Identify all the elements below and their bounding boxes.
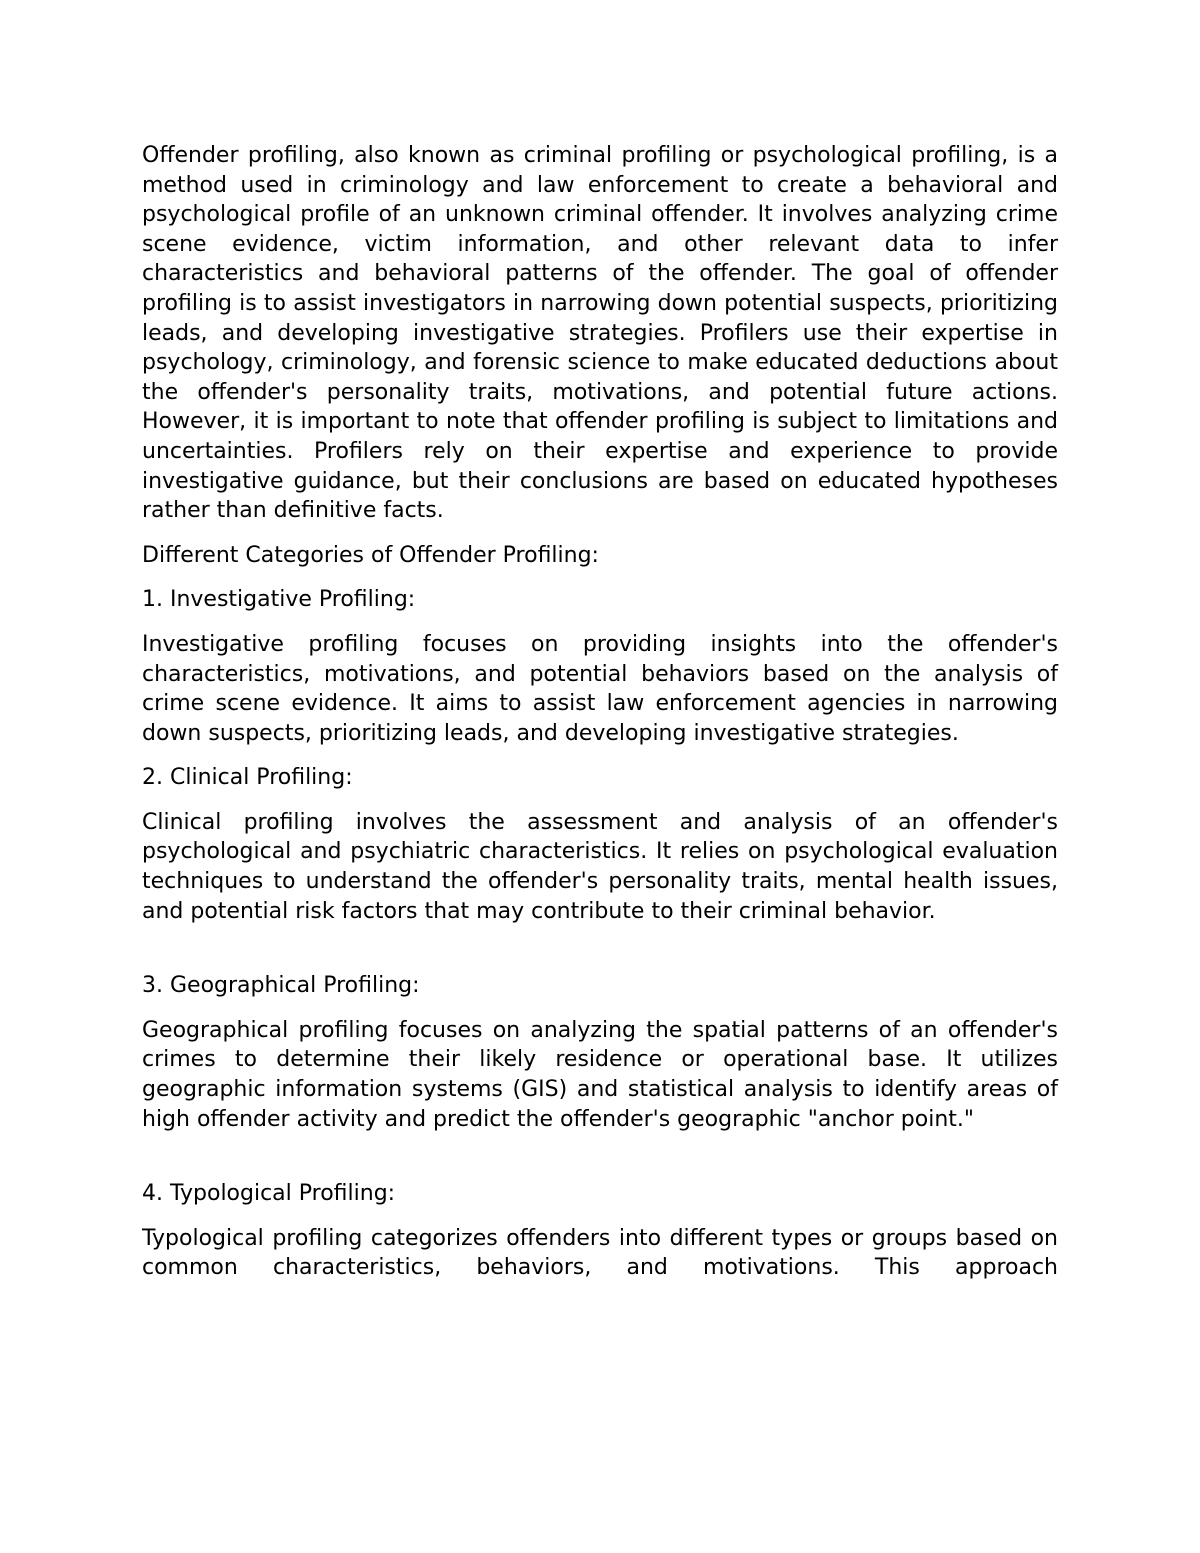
section-heading-clinical: 2. Clinical Profiling: [142, 765, 353, 791]
categories-heading: Different Categories of Offender Profiling: [142, 542, 599, 568]
section-heading-investigative: 1. Investigative Profiling: [142, 587, 416, 613]
intro-paragraph: Offender profiling, also known as criminal profiling or psychological profiling, is a method used in criminology and law enforcement to create a behavioral and psychological profile of an unknown criminal offender. It involves analyzing crime scene evidence, victim information, and other relevant data to infer characteristics and behavioral patterns of the offender. The goal of offender profiling is to assist investigators in narrowing down potential suspects, prioritizing leads, and developing investigative strategies. Profilers use their expertise in psychology, criminology, and forensic science to make educated deductions about the offender's personality traits, motivations, and potential future actions. However, it is important to note that offender profiling is subject to limitations and uncertainties. Profilers rely on their expertise and experience to provide investigative guidance, but their conclusions are based on educated hypotheses rather than definitive facts. [142, 143, 1058, 524]
section-heading-geographical: 3. Geographical Profiling: [142, 973, 420, 999]
document-page [142, 141, 1058, 1283]
section-body-geographical: Geographical profiling focuses on analyzing the spatial patterns of an offender's crimes to determine their likely residence or operational base. It utilizes geographic information systems (GIS) and statistical analysis to identify areas of high offender activity and predict the offender's geographic "anchor point." [142, 1017, 1058, 1132]
section-body-typological: Typological profiling categorizes offenders into different types or groups based on common characteristics, behaviors, and motivations. This approach [142, 1225, 1058, 1281]
section-body-clinical: Clinical profiling involves the assessment and analysis of an offender's psychological and psychiatric characteristics. It relies on psychological evaluation techniques to understand the offender's personality traits, mental health issues, and potential risk factors that may contribute to their criminal behavior. [142, 809, 1058, 924]
section-body-investigative: Investigative profiling focuses on providing insights into the offender's characteristics, motivations, and potential behaviors based on the analysis of crime scene evidence. It aims to assist law enforcement agencies in narrowing down suspects, prioritizing leads, and developing investigative strategies. [142, 631, 1058, 746]
section-heading-typological: 4. Typological Profiling: [142, 1181, 396, 1207]
